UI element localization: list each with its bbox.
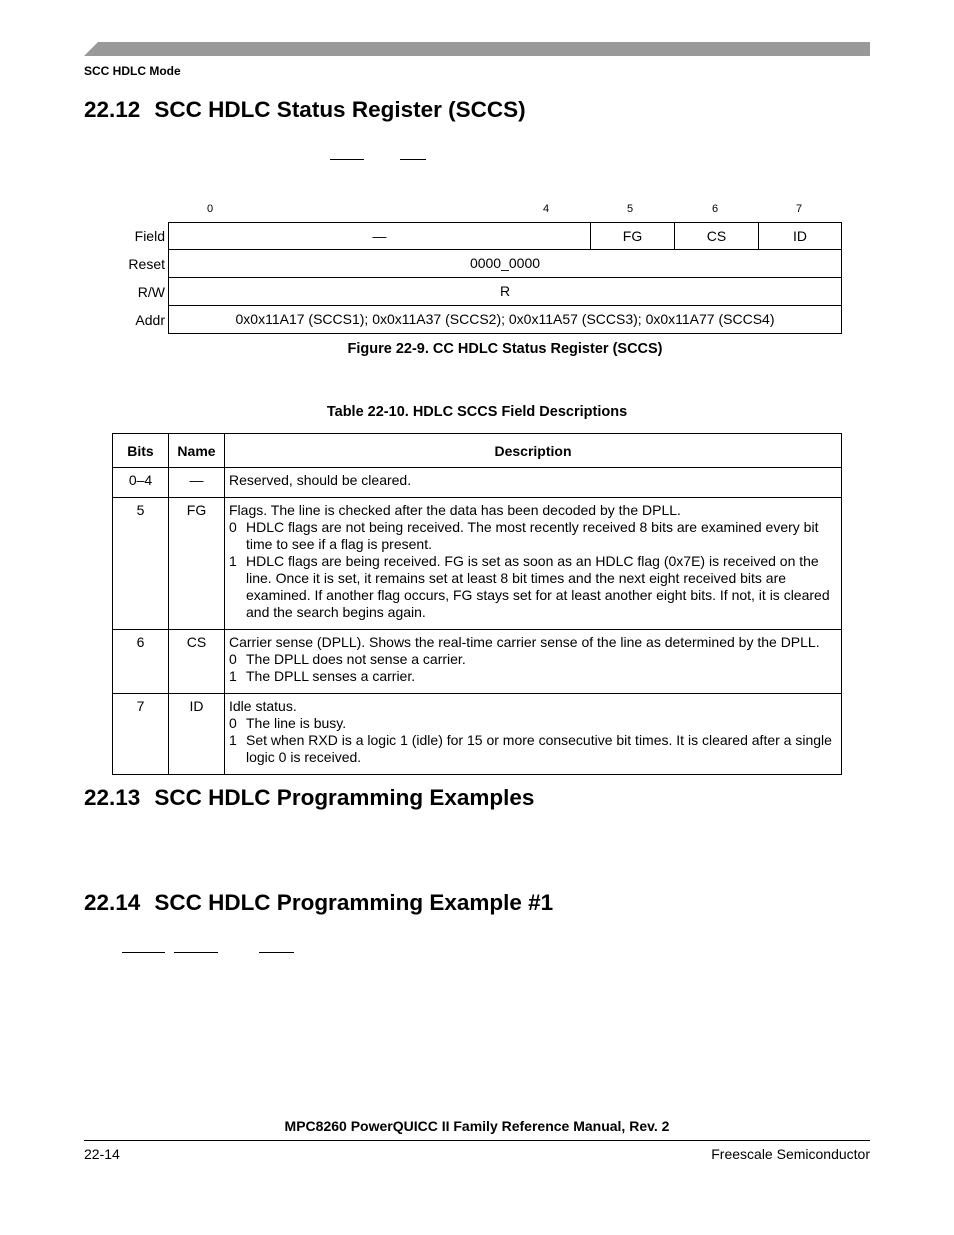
register-reset-row <box>110 250 842 278</box>
name-cell: — <box>169 468 225 498</box>
bit-number: 7 <box>796 203 803 215</box>
description-text: Carrier sense (DPLL). Shows the real-time carrier sense of the line as determined by the DPLL. <box>229 634 820 650</box>
register-field-row <box>110 222 842 250</box>
section-title: SCC HDLC Programming Example #1 <box>154 890 554 915</box>
value-item <box>229 553 835 621</box>
row-label: Addr <box>135 312 165 328</box>
register-addr-row <box>110 306 842 334</box>
row-label: R/W <box>137 284 165 300</box>
section-title: SCC HDLC Status Register (SCCS) <box>154 97 526 122</box>
row-label: Reset <box>128 256 165 272</box>
value-item <box>229 732 835 766</box>
value-number: 1 <box>229 553 237 569</box>
value-number: 1 <box>229 668 237 684</box>
value-item <box>229 651 835 668</box>
reset-value: 0000_0000 <box>469 255 541 271</box>
bits-cell: 7 <box>113 694 169 775</box>
cross-reference-underline <box>330 159 364 160</box>
table-header-row <box>113 434 842 468</box>
value-number: 0 <box>229 519 237 535</box>
field-fg: FG <box>590 223 674 249</box>
name-cell: ID <box>169 694 225 775</box>
bit-number: 0 <box>207 203 214 215</box>
section-number: 22.12 <box>84 97 141 122</box>
row-label: Field <box>134 228 165 244</box>
figure-caption: Figure 22-9. CC HDLC Status Register (SCCS) <box>347 341 663 357</box>
description-text: Flags. The line is checked after the data has been decoded by the DPLL. <box>229 502 681 518</box>
table-row <box>113 498 842 630</box>
description-cell <box>225 694 842 775</box>
table-row <box>113 630 842 694</box>
value-text: The line is busy. <box>246 715 347 731</box>
value-number: 0 <box>229 715 237 731</box>
value-text: The DPLL senses a carrier. <box>246 668 416 684</box>
table-caption: Table 22-10. HDLC SCCS Field Descriptions <box>326 404 628 420</box>
description-cell <box>225 468 842 498</box>
register-rw-row <box>110 278 842 306</box>
rw-value: R <box>499 283 511 299</box>
running-head: SCC HDLC Mode <box>84 64 181 78</box>
value-text: Set when RXD is a logic 1 (idle) for 15 or more consecutive bit times. It is cleared after a single logic 0 is received. <box>246 732 832 765</box>
bits-cell: 5 <box>113 498 169 630</box>
section-heading-22-14 <box>84 890 553 916</box>
cross-reference-underline <box>174 952 218 953</box>
value-number: 0 <box>229 651 237 667</box>
header-description: Description <box>225 434 842 468</box>
description-text: Reserved, should be cleared. <box>229 472 412 488</box>
value-text: HDLC flags are not being received. The most recently received 8 bits are examined every bit time to see if a flag is present. <box>246 519 819 552</box>
header-band <box>84 42 870 56</box>
bit-number: 6 <box>712 203 719 215</box>
cross-reference-underline <box>400 159 426 160</box>
cross-reference-underline <box>122 952 165 953</box>
field-cs: CS <box>674 223 758 249</box>
value-item <box>229 519 835 553</box>
footer-rule <box>84 1140 870 1141</box>
field-reserved: — <box>372 228 387 244</box>
field-description-table <box>112 433 842 775</box>
register-diagram <box>110 203 842 334</box>
section-number: 22.14 <box>84 890 141 915</box>
bit-number-row <box>110 203 842 222</box>
description-cell <box>225 630 842 694</box>
header-name: Name <box>169 434 225 468</box>
bit-number: 5 <box>627 203 634 215</box>
section-number: 22.13 <box>84 785 141 810</box>
value-number: 1 <box>229 732 237 748</box>
name-cell: CS <box>169 630 225 694</box>
table-row <box>113 694 842 775</box>
section-heading-22-13 <box>84 785 534 811</box>
bit-number: 4 <box>543 203 550 215</box>
footer-manual-title: MPC8260 PowerQUICC II Family Reference Manual, Rev. 2 <box>284 1118 670 1134</box>
bits-cell: 6 <box>113 630 169 694</box>
section-heading-22-12 <box>84 97 526 123</box>
value-item <box>229 715 835 732</box>
value-text: HDLC flags are being received. FG is set as soon as an HDLC flag (0x7E) is received on the line. Once it is set, it remains set at least 8 bit times and the next eight received bits are examined. If another flag occurs, FG stays set for at least another eight bits. If not, it is cleared and the search begins again. <box>246 553 830 620</box>
name-cell: FG <box>169 498 225 630</box>
page-number: 22-14 <box>84 1146 120 1162</box>
bits-cell: 0–4 <box>113 468 169 498</box>
description-cell <box>225 498 842 630</box>
footer-company: Freescale Semiconductor <box>711 1146 870 1162</box>
table-row <box>113 468 842 498</box>
field-id: ID <box>758 223 841 249</box>
header-bits: Bits <box>113 434 169 468</box>
addr-value: 0x0x11A17 (SCCS1); 0x0x11A37 (SCCS2); 0x0x11A57 (SCCS3); 0x0x11A77 (SCCS4) <box>235 311 775 327</box>
value-item <box>229 668 835 685</box>
description-text: Idle status. <box>229 698 297 714</box>
section-title: SCC HDLC Programming Examples <box>154 785 535 810</box>
cross-reference-underline <box>259 952 294 953</box>
value-text: The DPLL does not sense a carrier. <box>246 651 466 667</box>
